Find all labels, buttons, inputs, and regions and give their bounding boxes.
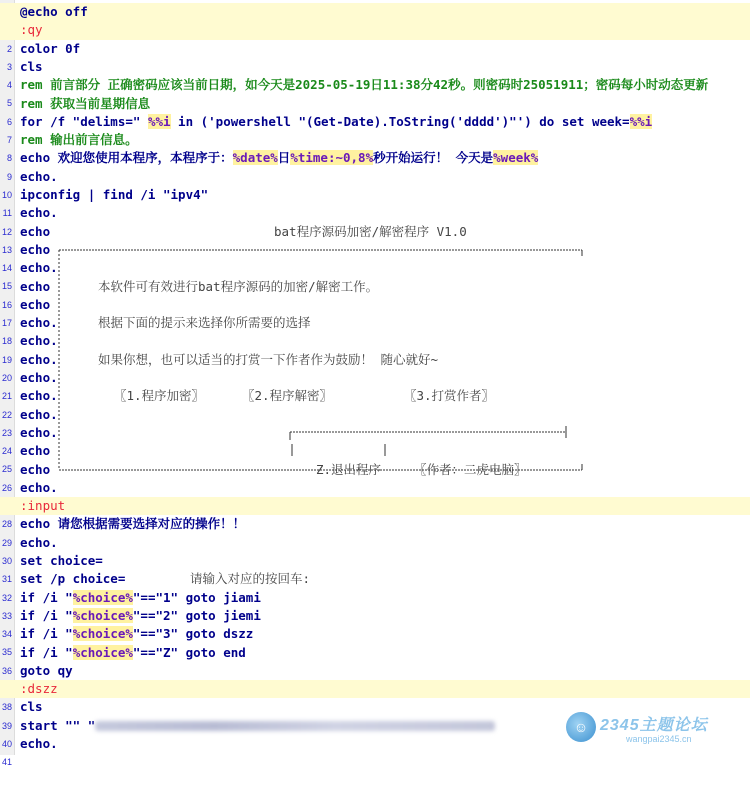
menu-option-exit: Z.退出程序: [316, 461, 382, 477]
code-line[interactable]: [0, 241, 750, 274]
line-number: 4: [6, 80, 12, 91]
code-text: if /i "%choice%"=="1" goto jiami: [20, 589, 261, 605]
code-text: echo: [20, 241, 51, 257]
line-number: 18: [1, 336, 12, 347]
line-number: 20: [1, 372, 12, 383]
code-text: echo.: [20, 205, 58, 221]
line-number: 38: [1, 702, 12, 713]
line-number: 19: [1, 354, 12, 365]
code-text: set /p choice=: [20, 571, 126, 587]
watermark: [566, 708, 746, 752]
code-text: echo 欢迎您使用本程序，本程序于：%date%日%time:~0,8%秒开始运行！ 今天是%week%: [20, 150, 539, 166]
code-text: ipconfig | find /i "ipv4": [20, 187, 209, 202]
line-number: 8: [6, 153, 12, 164]
code-text: echo: [20, 296, 51, 312]
line-number: 25: [1, 464, 12, 475]
code-text: echo.: [20, 424, 58, 440]
line-number: 17: [1, 318, 12, 329]
line-number: 39: [1, 720, 12, 731]
code-text: if /i "%choice%"=="2" goto jiemi: [20, 607, 261, 623]
code-text: echo: [20, 443, 51, 459]
line-number: 31: [1, 574, 12, 585]
watermark-brand: 2345主题论坛: [600, 717, 708, 734]
code-text: echo.: [20, 370, 58, 385]
label-text: :qy: [20, 22, 43, 38]
menu-text: 如果你想，也可以适当的打赏一下作者作为鼓励！ 随心就好~: [98, 351, 439, 367]
line-number: 7: [6, 135, 12, 146]
label-text: :input: [20, 498, 66, 514]
code-text: echo: [20, 278, 51, 294]
code-text: echo.: [20, 351, 58, 367]
code-line[interactable]: [0, 662, 750, 680]
line-number: 40: [1, 738, 12, 749]
code-text: echo: [20, 223, 51, 239]
menu-option-decrypt: 〖2.程序解密〗: [242, 388, 333, 404]
code-text: echo.: [20, 260, 58, 276]
code-line[interactable]: [0, 479, 750, 497]
line-number: 5: [6, 98, 12, 109]
code-line[interactable]: [0, 515, 750, 548]
line-number: 36: [1, 665, 12, 676]
line-number: 9: [6, 171, 12, 182]
author-text: 〖作者：二虎电脑〗: [414, 461, 527, 477]
line-number: 26: [1, 482, 12, 493]
code-line[interactable]: [0, 314, 750, 347]
code-text: echo.: [20, 736, 58, 751]
code-line[interactable]: [0, 351, 750, 383]
line-number: 3: [6, 61, 12, 72]
line-number: 35: [1, 647, 12, 658]
code-line[interactable]: [0, 461, 750, 493]
line-number: 12: [1, 226, 12, 237]
line-number: 15: [1, 281, 12, 292]
watermark-logo-icon: ☺: [566, 712, 596, 742]
menu-text: 本软件可有效进行bat程序源码的加密/解密工作。: [98, 278, 379, 294]
prompt-text: 请输入对应的按回车:: [190, 571, 311, 587]
code-text: echo.: [20, 388, 58, 404]
code-text: echo: [20, 461, 51, 477]
code-text: if /i "%choice%"=="Z" goto end: [20, 644, 246, 660]
menu-option-tip: 〖3.打赏作者〗: [404, 388, 495, 404]
label-text: :dszz: [20, 681, 58, 697]
menu-option-encrypt: 〖1.程序加密〗: [114, 388, 205, 404]
code-text: echo.: [20, 534, 58, 550]
comment-text: rem 输出前言信息。: [20, 132, 138, 148]
code-text: for /f "delims=" %%i in ('powershell "(Get-Date).ToString('dddd')"') do set week=%%i: [20, 113, 653, 129]
line-number: 34: [1, 629, 12, 640]
line-number: 11: [2, 208, 12, 219]
line-number: 13: [1, 244, 12, 255]
code-text: start "" ": [20, 717, 495, 735]
code-text: if /i "%choice%"=="3" goto dszz: [20, 626, 254, 642]
code-line[interactable]: [0, 3, 750, 21]
code-text: echo.: [20, 479, 58, 495]
line-number: 21: [1, 391, 12, 402]
comment-text: rem 获取当前星期信息: [20, 95, 151, 111]
code-text: echo.: [20, 406, 58, 422]
code-line[interactable]: [0, 406, 750, 438]
program-title: bat程序源码加密/解密程序 V1.0: [274, 223, 467, 239]
code-text: goto qy: [20, 662, 73, 678]
line-number: 24: [1, 446, 12, 457]
line-number: 30: [1, 555, 12, 566]
line-number: 23: [1, 427, 12, 438]
line-number: 2: [6, 43, 12, 54]
line-number: 29: [1, 537, 12, 548]
code-text: echo 请您根据需要选择对应的操作！！: [20, 516, 246, 532]
code-line[interactable]: [0, 387, 750, 420]
watermark-url: wangpai2345.cn: [626, 734, 692, 744]
code-text: cls: [20, 699, 43, 715]
code-line[interactable]: [0, 424, 750, 457]
menu-text: 根据下面的提示来选择你所需要的选择: [98, 315, 311, 331]
line-number: 10: [1, 189, 12, 200]
comment-text: rem 前言部分 正确密码应该当前日期，如今天是2025-05-19日11:38分42秒。则密码时25051911；密码每小时动态更新: [20, 77, 709, 93]
line-number: 22: [1, 409, 12, 420]
code-line[interactable]: [0, 223, 750, 255]
code-text: @echo off: [20, 4, 88, 19]
code-text: echo.: [20, 315, 58, 331]
code-text: echo.: [20, 168, 58, 184]
redacted-url: [95, 721, 495, 731]
code-line[interactable]: [0, 149, 750, 182]
line-number: 41: [1, 757, 12, 768]
code-text: set choice=: [20, 553, 103, 568]
code-text: cls: [20, 58, 43, 74]
code-line[interactable]: [0, 278, 750, 310]
code-text: color 0f: [20, 40, 81, 56]
line-number: 28: [1, 519, 12, 530]
line-number: 32: [1, 592, 12, 603]
line-number: 14: [1, 263, 12, 274]
line-number: 6: [6, 116, 12, 127]
line-number: 16: [1, 299, 12, 310]
line-number: 33: [1, 610, 12, 621]
code-text: echo.: [20, 333, 58, 349]
